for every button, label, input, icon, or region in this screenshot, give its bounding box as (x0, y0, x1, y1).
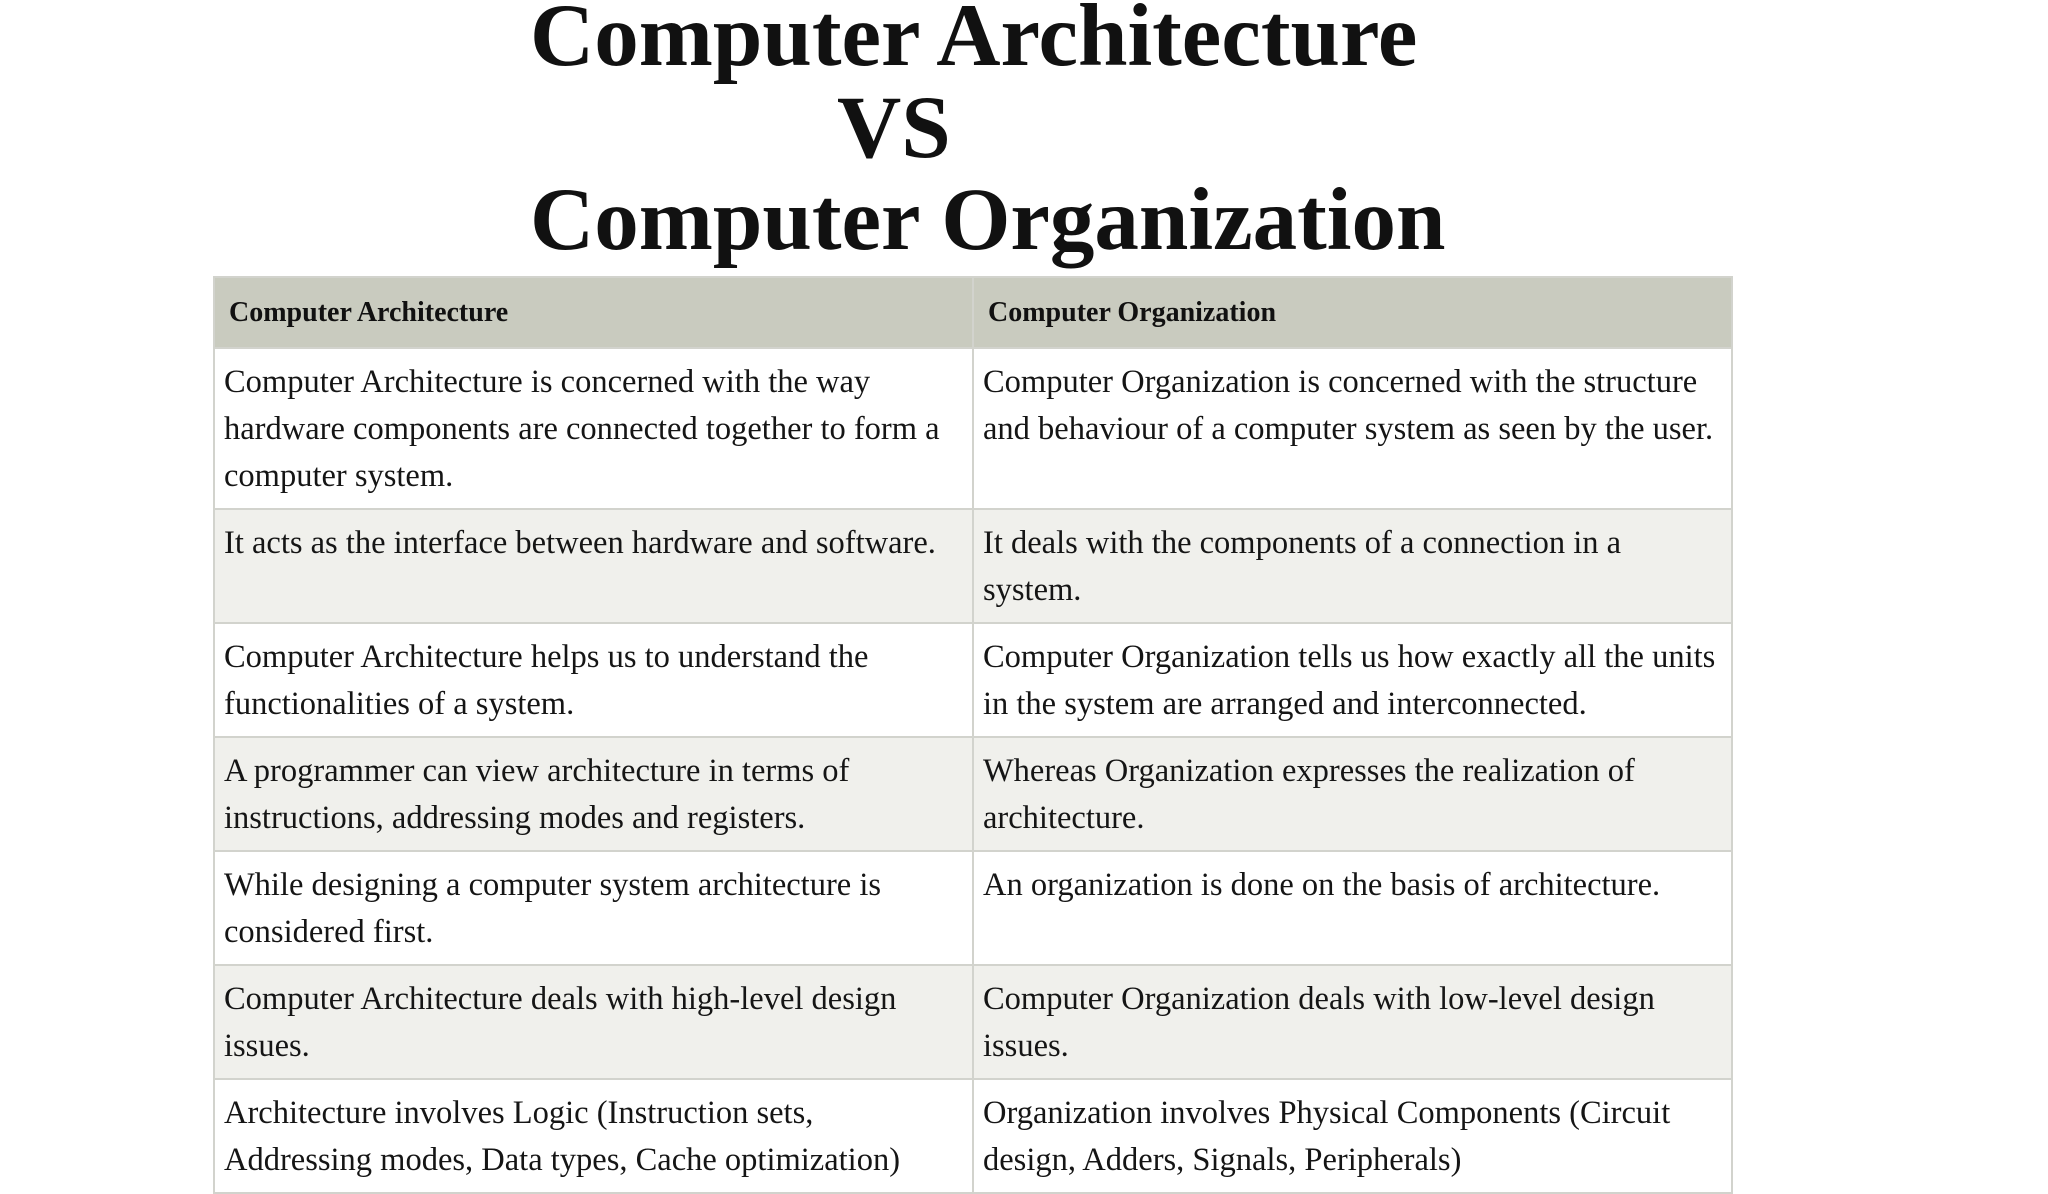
table-cell-architecture: A programmer can view architecture in terms of instructions, addressing modes and registers. (214, 737, 973, 851)
column-header-organization: Computer Organization (973, 277, 1732, 348)
table-row (214, 623, 1732, 737)
table-cell-organization: Computer Organization tells us how exactly all the units in the system are arranged and interconnected. (973, 623, 1732, 737)
title-line-organization: Computer Organization (530, 171, 1446, 269)
table-cell-architecture: Computer Architecture deals with high-level design issues. (214, 965, 973, 1079)
table-header-row (214, 277, 1732, 348)
table-cell-architecture: Architecture involves Logic (Instruction sets, Addressing modes, Data types, Cache optimization) (214, 1079, 973, 1193)
table-cell-architecture: It acts as the interface between hardware and software. (214, 509, 973, 623)
table-cell-architecture: Computer Architecture helps us to understand the functionalities of a system. (214, 623, 973, 737)
column-header-architecture: Computer Architecture (214, 277, 973, 348)
table-cell-architecture: Computer Architecture is concerned with the way hardware components are connected together to form a computer system. (214, 348, 973, 509)
table-row (214, 851, 1732, 965)
table-row (214, 1079, 1732, 1193)
table-cell-organization: Computer Organization is concerned with the structure and behaviour of a computer system as seen by the user. (973, 348, 1732, 509)
page-title (0, 0, 2048, 272)
title-line-vs: VS (837, 79, 951, 177)
table-cell-architecture: While designing a computer system architecture is considered first. (214, 851, 973, 965)
table-row (214, 965, 1732, 1079)
table-cell-organization: Organization involves Physical Components (Circuit design, Adders, Signals, Peripherals) (973, 1079, 1732, 1193)
table-row (214, 737, 1732, 851)
table-cell-organization: Computer Organization deals with low-level design issues. (973, 965, 1732, 1079)
title-line-architecture: Computer Architecture (530, 0, 1418, 85)
table-row (214, 348, 1732, 509)
table-row (214, 509, 1732, 623)
comparison-table (213, 276, 1733, 1194)
table-cell-organization: An organization is done on the basis of architecture. (973, 851, 1732, 965)
table-cell-organization: It deals with the components of a connection in a system. (973, 509, 1732, 623)
table-cell-organization: Whereas Organization expresses the realization of architecture. (973, 737, 1732, 851)
